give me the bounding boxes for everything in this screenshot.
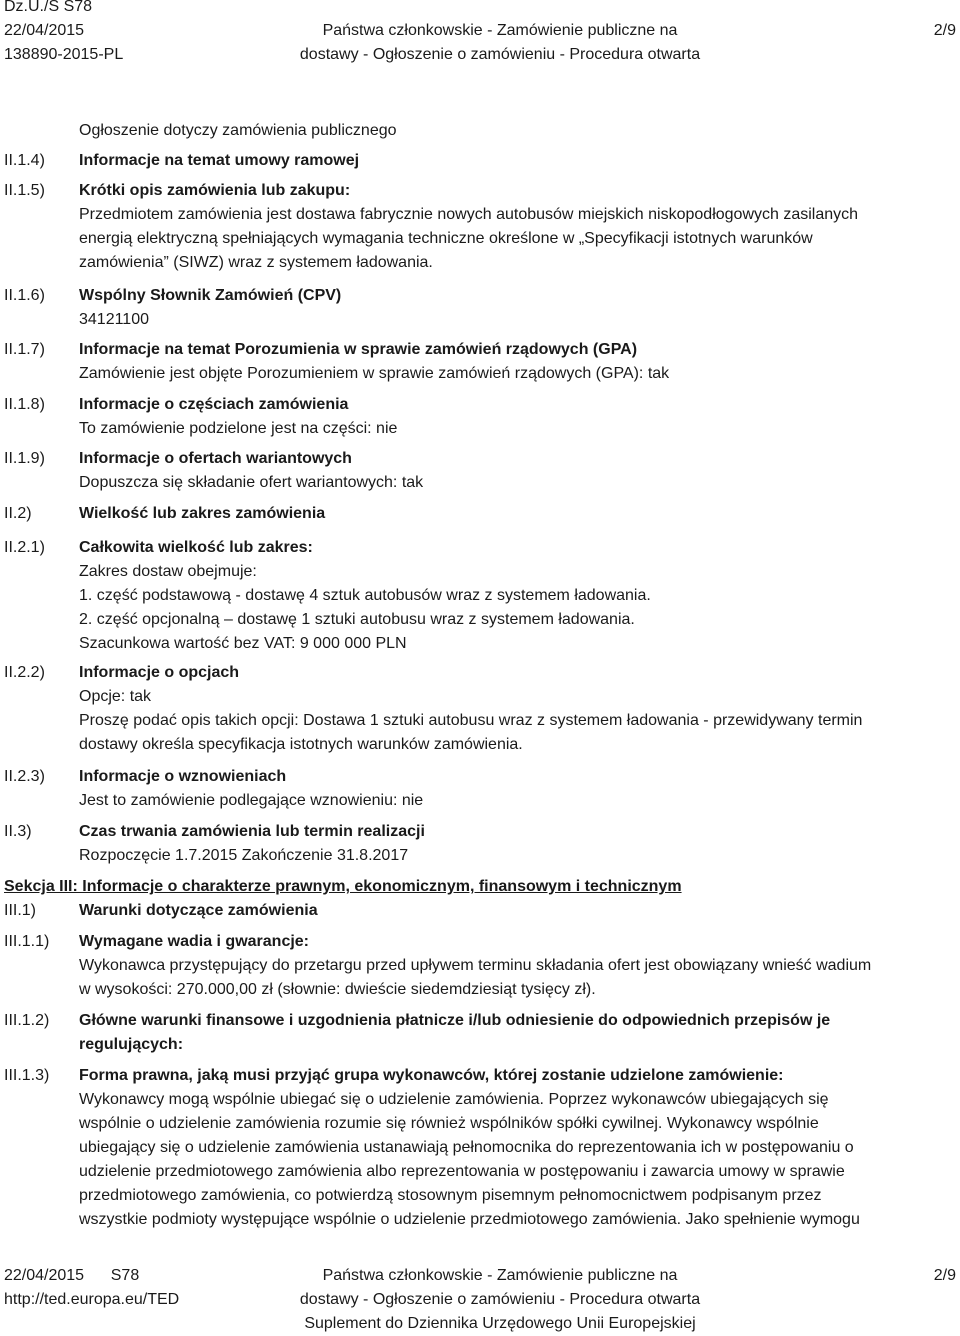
footer-title-line-1: Państwa członkowskie - Zamówienie publiczne na bbox=[322, 1267, 678, 1284]
section-number: III.1.3) bbox=[4, 1067, 50, 1084]
footer-title-line-2: dostawy - Ogłoszenie o zamówieniu - Procedura otwarta bbox=[299, 1291, 701, 1308]
variants-heading: Informacje o ofertach wariantowych bbox=[79, 450, 352, 467]
renewals-text: Jest to zamówienie podlegające wznowieniu: nie bbox=[79, 792, 424, 809]
cpv-code: 34121100 bbox=[79, 311, 149, 328]
gpa-heading: Informacje na temat Porozumienia w sprawie zamówień rządowych (GPA) bbox=[79, 341, 638, 358]
options-line: Opcje: tak bbox=[79, 688, 152, 705]
framework-heading: Informacje na temat umowy ramowej bbox=[79, 152, 360, 169]
section-number: II.1.5) bbox=[4, 182, 45, 199]
footer-center bbox=[240, 1264, 760, 1336]
legal-form-line: ubiegający się o udzielenie zamówienia ustanawiają pełnomocnika do reprezentowania ich w postępowaniu o bbox=[79, 1139, 854, 1156]
section-number: II.2.2) bbox=[4, 664, 45, 681]
footer-page-number: 2/9 bbox=[933, 1267, 956, 1284]
legal-form-line: przedmiotowego zamówienia, co potwierdzą stosownym pisemnym pełnomocnictwem podpisanym przez bbox=[79, 1187, 822, 1204]
total-quantity-line: 2. część opcjonalną – dostawę 1 sztuki autobusu wraz z systemem ładowania. bbox=[79, 611, 635, 628]
total-quantity-line: Zakres dostaw obejmuje: bbox=[79, 563, 257, 580]
header-left bbox=[4, 0, 123, 67]
header-journal-ref: Dz.U./S S78 bbox=[4, 0, 93, 15]
lots-block bbox=[79, 393, 956, 441]
quantity-heading: Wielkość lub zakres zamówienia bbox=[79, 505, 326, 522]
section-number: III.1.2) bbox=[4, 1012, 50, 1029]
short-description-line: zamówienia” (SIWZ) wraz z systemem ładowania. bbox=[79, 254, 433, 271]
short-description-line: Przedmiotem zamówienia jest dostawa fabrycznie nowych autobusów miejskich niskopodłogowych zasilanych bbox=[79, 206, 859, 223]
section-number: II.3) bbox=[4, 823, 32, 840]
header-date: 22/04/2015 bbox=[4, 22, 85, 39]
section-number: II.1.7) bbox=[4, 341, 45, 358]
header-title-line-1: Państwa członkowskie - Zamówienie publiczne na bbox=[322, 22, 678, 39]
notice-type: Ogłoszenie dotyczy zamówienia publicznego bbox=[79, 122, 397, 139]
deposits-line: w wysokości: 270.000,00 zł (słownie: dwieście siedemdziesiąt tysięcy zł). bbox=[79, 981, 596, 998]
cpv-heading: Wspólny Słownik Zamówień (CPV) bbox=[79, 287, 342, 304]
renewals-heading: Informacje o wznowieniach bbox=[79, 768, 287, 785]
section-number: II.1.4) bbox=[4, 152, 45, 169]
deposits-block bbox=[79, 930, 956, 1002]
section-number: II.1.9) bbox=[4, 450, 45, 467]
section-number: II.2.3) bbox=[4, 768, 45, 785]
short-description-line: energią elektryczną spełniających wymagania techniczne określone w „Specyfikacji istotnych warunków bbox=[79, 230, 813, 247]
lots-heading: Informacje o częściach zamówienia bbox=[79, 396, 349, 413]
header-page-number: 2/9 bbox=[933, 22, 956, 39]
duration-block bbox=[79, 820, 956, 868]
gpa-block bbox=[79, 338, 956, 386]
duration-heading: Czas trwania zamówienia lub termin realizacji bbox=[79, 823, 425, 840]
financial-heading-line: Główne warunki finansowe i uzgodnienia płatnicze i/lub odniesienie do odpowiednich przepisów je bbox=[79, 1012, 831, 1029]
legal-form-line: udzielenie przedmiotowego zamówienia albo reprezentowania w postępowaniu i zawarcia umowy w sprawie bbox=[79, 1163, 845, 1180]
footer-left bbox=[4, 1264, 179, 1312]
total-quantity-heading: Całkowita wielkość lub zakres: bbox=[79, 539, 313, 556]
section-number: III.1) bbox=[4, 902, 37, 919]
options-line: dostawy określa specyfikacja istotnych warunków zamówienia. bbox=[79, 736, 523, 753]
options-heading: Informacje o opcjach bbox=[79, 664, 240, 681]
options-line: Proszę podać opis takich opcji: Dostawa 1 sztuki autobusu wraz z systemem ładowania - przewidywany termin bbox=[79, 712, 863, 729]
footer-series: S78 bbox=[110, 1267, 140, 1284]
legal-form-heading: Forma prawna, jaką musi przyjąć grupa wykonawców, której zostanie udzielone zamówienie: bbox=[79, 1067, 784, 1084]
legal-form-block bbox=[79, 1064, 956, 1232]
deposits-line: Wykonawca przystępujący do przetargu przed upływem terminu składania ofert jest obowiązany wnieść wadium bbox=[79, 957, 872, 974]
section-number: II.2) bbox=[4, 505, 32, 522]
duration-text: Rozpoczęcie 1.7.2015 Zakończenie 31.8.2017 bbox=[79, 847, 409, 864]
section-number: II.1.8) bbox=[4, 396, 45, 413]
variants-text: Dopuszcza się składanie ofert wariantowych: tak bbox=[79, 474, 424, 491]
section-number: II.1.6) bbox=[4, 287, 45, 304]
total-quantity-block bbox=[79, 536, 956, 656]
footer-supplement: Suplement do Dziennika Urzędowego Unii Europejskiej bbox=[304, 1315, 696, 1332]
section-iii-heading: Sekcja III: Informacje o charakterze prawnym, ekonomicznym, finansowym i technicznym bbox=[4, 878, 682, 895]
renewals-block bbox=[79, 765, 956, 813]
gpa-text: Zamówienie jest objęte Porozumieniem w sprawie zamówień rządowych (GPA): tak bbox=[79, 365, 670, 382]
options-block bbox=[79, 661, 956, 757]
legal-form-line: wszystkie podmioty występujące wspólnie o udzielenie przedmiotowego zamówienia. Jako spełnienie wymogu bbox=[79, 1211, 860, 1228]
variants-block bbox=[79, 447, 956, 495]
cpv-block bbox=[79, 284, 956, 332]
section-number: III.1.1) bbox=[4, 933, 50, 950]
short-description-heading: Krótki opis zamówienia lub zakupu: bbox=[79, 182, 351, 199]
legal-form-line: wspólnie o udzielenie zamówienia rozumie się również wspólników spółki cywilnej. Wykonawcy wspólnie bbox=[79, 1115, 819, 1132]
short-description bbox=[79, 179, 956, 275]
deposits-heading: Wymagane wadia i gwarancje: bbox=[79, 933, 310, 950]
header-title-line-2: dostawy - Ogłoszenie o zamówieniu - Procedura otwarta bbox=[299, 46, 701, 63]
total-quantity-line: 1. część podstawową - dostawę 4 sztuk autobusów wraz z systemem ładowania. bbox=[79, 587, 651, 604]
estimated-value: Szacunkowa wartość bez VAT: 9 000 000 PLN bbox=[79, 635, 407, 652]
header-notice-id: 138890-2015-PL bbox=[4, 46, 124, 63]
conditions-heading: Warunki dotyczące zamówienia bbox=[79, 902, 318, 919]
lots-text: To zamówienie podzielone jest na części: nie bbox=[79, 420, 398, 437]
footer-date: 22/04/2015 bbox=[4, 1267, 85, 1284]
header-center bbox=[240, 19, 760, 67]
financial-heading-line: regulujących: bbox=[79, 1036, 184, 1053]
footer-url[interactable]: http://ted.europa.eu/TED bbox=[4, 1291, 180, 1308]
section-number: II.2.1) bbox=[4, 539, 45, 556]
legal-form-line: Wykonawcy mogą wspólnie ubiegać się o udzielenie zamówienia. Poprzez wykonawców ubiegających się bbox=[79, 1091, 829, 1108]
financial-block bbox=[79, 1009, 956, 1057]
